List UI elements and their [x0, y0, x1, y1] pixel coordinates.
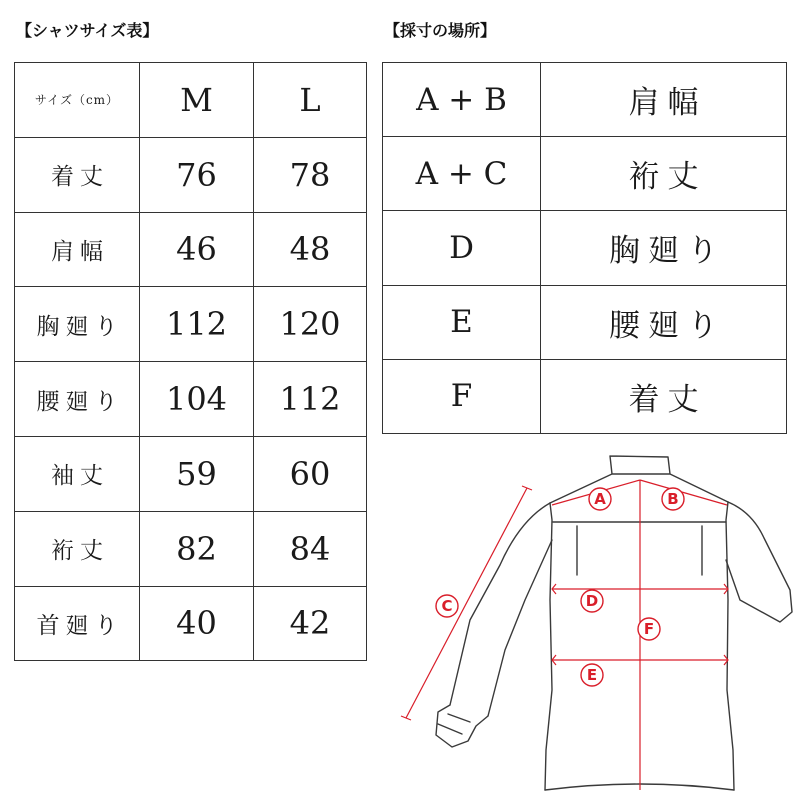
- marker-b: B: [667, 490, 679, 508]
- size-l-value: 84: [254, 511, 367, 586]
- measure-row-length: [383, 359, 787, 433]
- measure-code: D: [383, 211, 541, 285]
- measure-row-yuki: [383, 137, 787, 211]
- measure-code: A + B: [383, 63, 541, 137]
- size-l-value: 60: [254, 436, 367, 511]
- size-l-header: L: [254, 63, 367, 138]
- measure-code: A + C: [383, 137, 541, 211]
- measure-row-chest: [383, 211, 787, 285]
- size-row-label: 腰廻り: [15, 362, 140, 437]
- size-row-shoulder: [15, 212, 367, 287]
- size-m-value: 46: [140, 212, 254, 287]
- size-l-value: 42: [254, 586, 367, 661]
- size-row-label: 肩幅: [15, 212, 140, 287]
- measure-code: E: [383, 285, 541, 359]
- size-l-value: 48: [254, 212, 367, 287]
- size-l-value: 120: [254, 287, 367, 362]
- size-m-header: M: [140, 63, 254, 138]
- marker-c: C: [441, 597, 453, 615]
- measure-name: 着丈: [541, 359, 787, 433]
- shirt-measurement-diagram: [390, 448, 800, 800]
- size-m-value: 76: [140, 137, 254, 212]
- measure-code: F: [383, 359, 541, 433]
- size-row-label: 胸廻り: [15, 287, 140, 362]
- size-l-value: 112: [254, 362, 367, 437]
- size-row-label: 首廻り: [15, 586, 140, 661]
- measure-name: 胸廻り: [541, 211, 787, 285]
- measure-name: 腰廻り: [541, 285, 787, 359]
- size-m-value: 112: [140, 287, 254, 362]
- size-row-chest: [15, 287, 367, 362]
- measure-table-heading: 【採寸の場所】: [384, 21, 497, 40]
- measure-name: 裄丈: [541, 137, 787, 211]
- measure-name: 肩幅: [541, 63, 787, 137]
- size-m-value: 82: [140, 511, 254, 586]
- size-row-label: 袖丈: [15, 436, 140, 511]
- measurement-lines: [401, 480, 728, 790]
- size-row-yuki: [15, 511, 367, 586]
- size-row-label: 裄丈: [15, 511, 140, 586]
- sleeve-line: [406, 488, 527, 718]
- size-row-waist: [15, 362, 367, 437]
- marker-f: F: [643, 620, 655, 638]
- size-row-length: [15, 137, 367, 212]
- size-m-value: 59: [140, 436, 254, 511]
- marker-d: D: [585, 592, 599, 610]
- measure-table: [382, 62, 787, 434]
- measure-row-waist: [383, 285, 787, 359]
- measure-row-shoulder: [383, 63, 787, 137]
- size-l-value: 78: [254, 137, 367, 212]
- size-unit-label: サイズ（cm）: [15, 63, 140, 138]
- size-row-neck: [15, 586, 367, 661]
- size-m-value: 40: [140, 586, 254, 661]
- shirt-outline: [436, 456, 792, 790]
- marker-e: E: [586, 666, 598, 684]
- size-table: [14, 62, 367, 661]
- size-table-heading: 【シャツサイズ表】: [16, 21, 159, 40]
- size-m-value: 104: [140, 362, 254, 437]
- size-row-sleeve: [15, 436, 367, 511]
- marker-a: A: [594, 490, 606, 508]
- size-table-header-row: [15, 63, 367, 138]
- size-row-label: 着丈: [15, 137, 140, 212]
